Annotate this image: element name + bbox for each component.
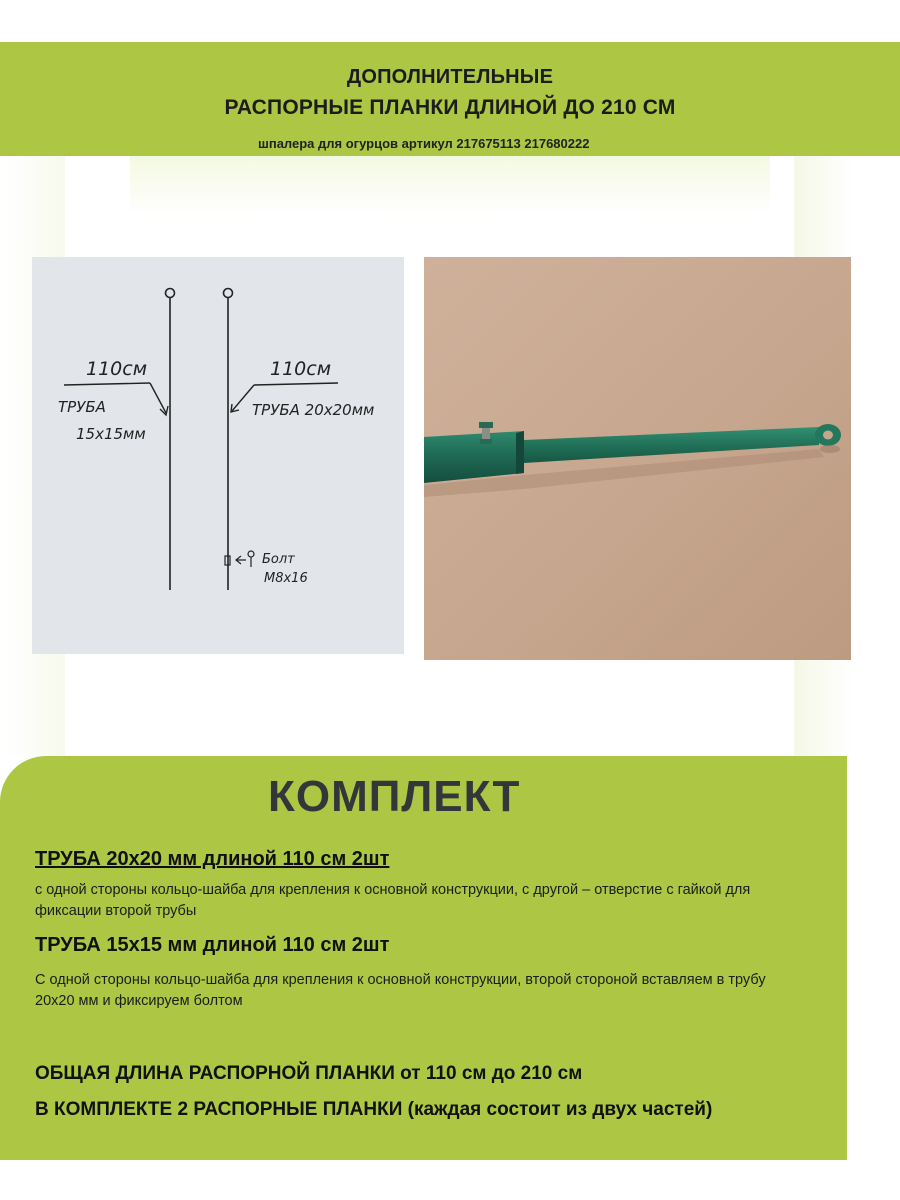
- sketch-image: [32, 257, 404, 654]
- page-title-line1: ДОПОЛНИТЕЛЬНЫЕ: [346, 66, 554, 88]
- item1-desc-line2: фиксации второй трубы: [35, 903, 197, 919]
- page-title-line2: РАСПОРНЫЕ ПЛАНКИ ДЛИНОЙ ДО 210 СМ: [224, 96, 676, 119]
- item1-desc-line1: с одной стороны кольцо-шайба для крепления к основной конструкции, с другой – отверстие с гайкой для: [35, 882, 751, 898]
- item2-desc-line2: 20х20 мм и фиксируем болтом: [35, 993, 243, 1009]
- item1-title: ТРУБА 20х20 мм длиной 110 см 2шт: [35, 848, 390, 870]
- right-length-label: 110см: [270, 358, 332, 380]
- left-length-label: 110см: [86, 358, 148, 380]
- left-pipe-label-2: 15х15мм: [76, 425, 146, 443]
- product-photo: [424, 257, 851, 660]
- bolt-label-2: М8х16: [264, 571, 308, 586]
- sketch-drawing: [32, 257, 404, 654]
- header-banner: [0, 42, 900, 156]
- rod-photo-drawing: [424, 257, 851, 660]
- left-pipe-label-1: ТРУБА: [58, 398, 106, 416]
- kit-section: [0, 756, 847, 1160]
- summary-kit-contents: В КОМПЛЕКТЕ 2 РАСПОРНЫЕ ПЛАНКИ (каждая состоит из двух частей): [35, 1099, 713, 1120]
- bolt-label-1: Болт: [262, 552, 295, 567]
- background-glow: [130, 156, 770, 216]
- right-pipe-label: ТРУБА 20х20мм: [252, 401, 375, 419]
- kit-title: КОМПЛЕКТ: [268, 772, 521, 821]
- summary-total-length: ОБЩАЯ ДЛИНА РАСПОРНОЙ ПЛАНКИ от 110 см до 210 см: [35, 1063, 583, 1084]
- article-subtitle: шпалера для огурцов артикул 217675113 217680222: [258, 136, 590, 151]
- item2-desc-line1: С одной стороны кольцо-шайба для крепления к основной конструкции, второй стороной вставляем в трубу: [35, 972, 766, 988]
- item2-title: ТРУБА 15х15 мм длиной 110 см 2шт: [35, 934, 390, 956]
